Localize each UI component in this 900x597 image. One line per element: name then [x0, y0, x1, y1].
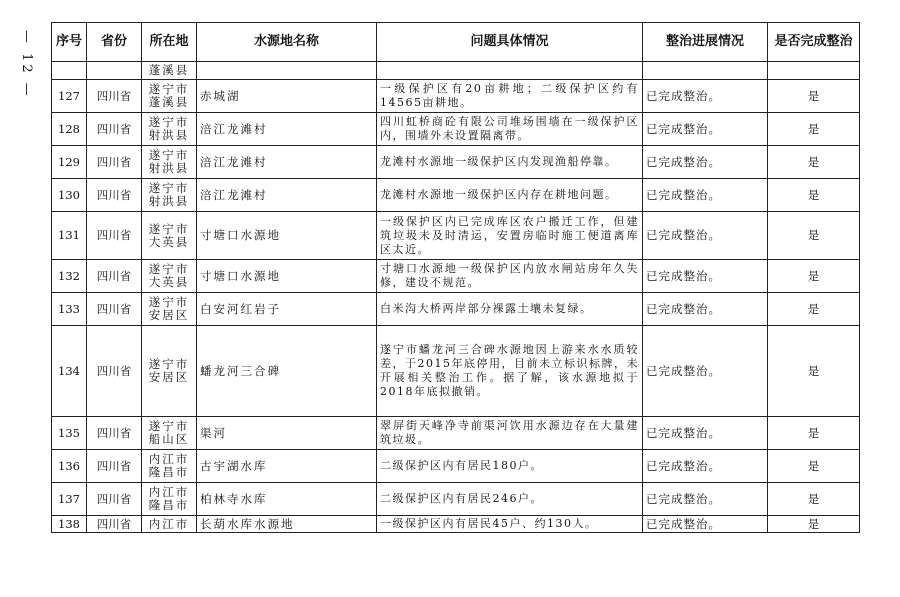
row-province: 四川省 — [87, 417, 142, 450]
row-location: 遂宁市射洪县 — [142, 113, 197, 146]
table-row — [52, 516, 860, 533]
row-progress: 已完成整治。 — [643, 212, 768, 260]
row-done: 是 — [768, 212, 860, 260]
row-progress: 已完成整治。 — [643, 179, 768, 212]
row-number: 131 — [52, 212, 87, 260]
row-number: 137 — [52, 483, 87, 516]
row-issue: 遂宁市蟠龙河三合碑水源地因上游来水水质较差，于2015年底停用，目前未立标识标牌，未开展相关整治工作。据了解，该水源地拟于2018年底拟撤销。 — [377, 326, 643, 417]
row-issue: 二级保护区内有居民246户。 — [377, 483, 643, 516]
table-row — [52, 179, 860, 212]
row-province: 四川省 — [87, 450, 142, 483]
continuation-location: 蓬溪县 — [142, 62, 197, 80]
row-province: 四川省 — [87, 146, 142, 179]
row-done: 是 — [768, 146, 860, 179]
row-province: 四川省 — [87, 212, 142, 260]
row-done: 是 — [768, 293, 860, 326]
table-row — [52, 146, 860, 179]
row-progress: 已完成整治。 — [643, 80, 768, 113]
row-location: 遂宁市蓬溪县 — [142, 80, 197, 113]
table-row — [52, 326, 860, 417]
row-issue: 龙滩村水源地一级保护区内发现渔船停靠。 — [377, 146, 643, 179]
header-done: 是否完成整治 — [768, 23, 860, 62]
row-province: 四川省 — [87, 483, 142, 516]
table-row — [52, 212, 860, 260]
row-issue: 寸塘口水源地一级保护区内放水闸站房年久失修，建设不规范。 — [377, 260, 643, 293]
row-source-name: 蟠龙河三合碑 — [197, 326, 377, 417]
row-progress: 已完成整治。 — [643, 483, 768, 516]
row-number: 129 — [52, 146, 87, 179]
row-province: 四川省 — [87, 179, 142, 212]
header-progress: 整治进展情况 — [643, 23, 768, 62]
table-row — [52, 483, 860, 516]
row-source-name: 涪江龙滩村 — [197, 179, 377, 212]
header-row — [52, 23, 860, 62]
row-progress: 已完成整治。 — [643, 450, 768, 483]
row-issue: 二级保护区内有居民180户。 — [377, 450, 643, 483]
row-number: 135 — [52, 417, 87, 450]
row-progress: 已完成整治。 — [643, 326, 768, 417]
row-issue: 一级保护区有20亩耕地；二级保护区约有14565亩耕地。 — [377, 80, 643, 113]
table-row — [52, 293, 860, 326]
row-source-name: 渠河 — [197, 417, 377, 450]
row-done: 是 — [768, 483, 860, 516]
row-progress: 已完成整治。 — [643, 516, 768, 533]
continuation-row — [52, 62, 860, 80]
row-progress: 已完成整治。 — [643, 293, 768, 326]
row-number: 127 — [52, 80, 87, 113]
row-number: 138 — [52, 516, 87, 533]
row-number: 130 — [52, 179, 87, 212]
row-progress: 已完成整治。 — [643, 113, 768, 146]
row-progress: 已完成整治。 — [643, 146, 768, 179]
header-province: 省份 — [87, 23, 142, 62]
row-done: 是 — [768, 179, 860, 212]
row-number: 133 — [52, 293, 87, 326]
row-source-name: 寸塘口水源地 — [197, 260, 377, 293]
row-province: 四川省 — [87, 326, 142, 417]
row-location: 内江市隆昌市 — [142, 483, 197, 516]
row-number: 132 — [52, 260, 87, 293]
row-done: 是 — [768, 326, 860, 417]
row-progress: 已完成整治。 — [643, 260, 768, 293]
row-province: 四川省 — [87, 293, 142, 326]
row-progress: 已完成整治。 — [643, 417, 768, 450]
row-province: 四川省 — [87, 260, 142, 293]
header-source: 水源地名称 — [197, 23, 377, 62]
row-done: 是 — [768, 260, 860, 293]
header-location: 所在地 — [142, 23, 197, 62]
row-done: 是 — [768, 80, 860, 113]
row-issue: 龙滩村水源地一级保护区内存在耕地问题。 — [377, 179, 643, 212]
row-number: 134 — [52, 326, 87, 417]
row-province: 四川省 — [87, 80, 142, 113]
row-location: 遂宁市船山区 — [142, 417, 197, 450]
row-source-name: 赤城湖 — [197, 80, 377, 113]
row-source-name: 柏林寺水库 — [197, 483, 377, 516]
row-location: 遂宁市大英县 — [142, 260, 197, 293]
row-source-name: 涪江龙滩村 — [197, 113, 377, 146]
table-row — [52, 260, 860, 293]
table-row — [52, 113, 860, 146]
row-done: 是 — [768, 450, 860, 483]
table-row — [52, 417, 860, 450]
row-source-name: 白安河红岩子 — [197, 293, 377, 326]
row-location: 内江市 — [142, 516, 197, 533]
row-done: 是 — [768, 516, 860, 533]
row-location: 遂宁市安居区 — [142, 326, 197, 417]
row-issue: 一级保护区内已完成库区农户搬迁工作，但建筑垃圾未及时清运，安置房临时施工便道离库区太近。 — [377, 212, 643, 260]
table-row — [52, 450, 860, 483]
table-row — [52, 80, 860, 113]
row-number: 128 — [52, 113, 87, 146]
row-issue: 一级保护区内有居民45户、约130人。 — [377, 516, 643, 533]
row-source-name: 寸塘口水源地 — [197, 212, 377, 260]
row-done: 是 — [768, 417, 860, 450]
row-issue: 翠屏街天峰净寺前渠河饮用水源边存在大量建筑垃圾。 — [377, 417, 643, 450]
row-location: 遂宁市安居区 — [142, 293, 197, 326]
row-province: 四川省 — [87, 113, 142, 146]
row-source-name: 涪江龙滩村 — [197, 146, 377, 179]
header-no: 序号 — [52, 23, 87, 62]
page-number — [8, 30, 40, 110]
row-source-name: 长葫水库水源地 — [197, 516, 377, 533]
row-done: 是 — [768, 113, 860, 146]
row-source-name: 古宇湖水库 — [197, 450, 377, 483]
row-province: 四川省 — [87, 516, 142, 533]
header-issue: 问题具体情况 — [377, 23, 643, 62]
row-issue: 白米沟大桥两岸部分裸露土壤未复绿。 — [377, 293, 643, 326]
row-location: 内江市隆昌市 — [142, 450, 197, 483]
page-number-text: — 12 — — [19, 30, 34, 99]
remediation-table — [51, 22, 860, 533]
row-location: 遂宁市射洪县 — [142, 146, 197, 179]
row-issue: 四川虹桥商砼有限公司堆场围墙在一级保护区内，围墙外未设置隔离带。 — [377, 113, 643, 146]
row-number: 136 — [52, 450, 87, 483]
row-location: 遂宁市大英县 — [142, 212, 197, 260]
row-location: 遂宁市射洪县 — [142, 179, 197, 212]
